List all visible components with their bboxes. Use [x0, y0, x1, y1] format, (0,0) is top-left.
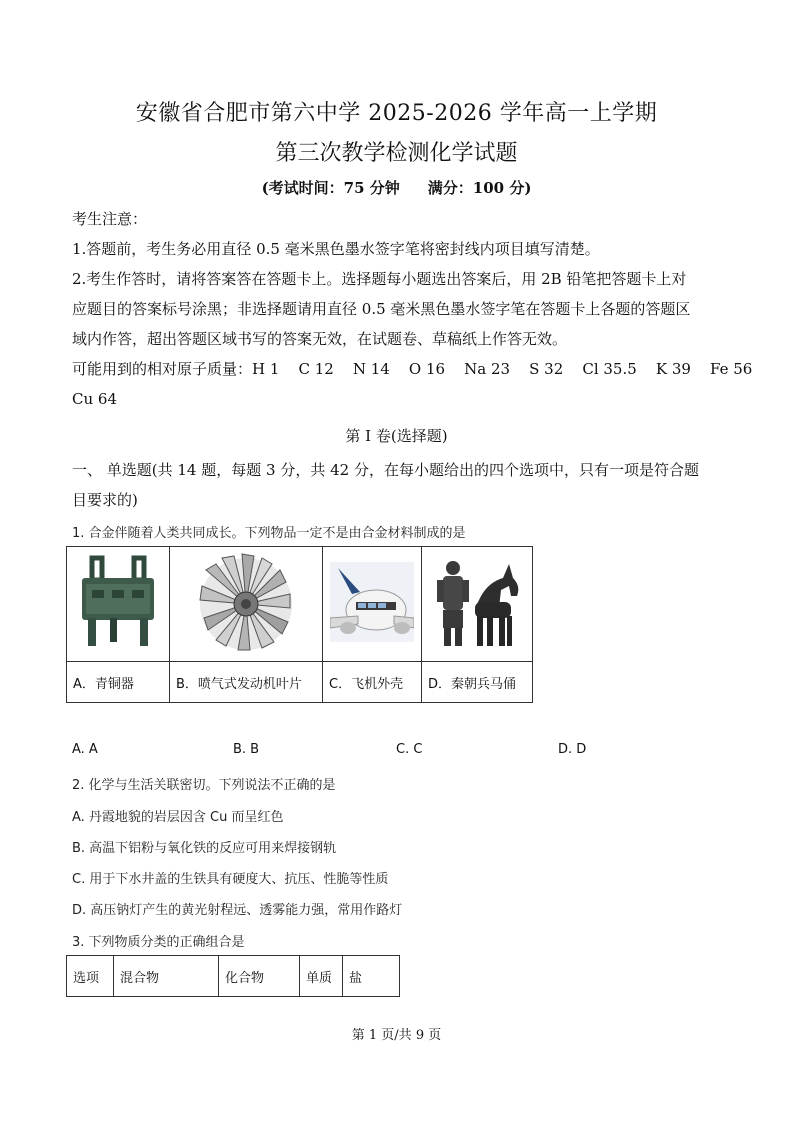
q2-option-c[interactable]: C. 用于下水井盖的生铁具有硬度大、抗压、性脆等性质 — [72, 872, 389, 887]
q2-option-d[interactable]: D. 高压钠灯产生的黄光射程远、透雾能力强，常用作路灯 — [72, 903, 403, 918]
q1-caption-a: A．青铜器 — [67, 662, 170, 703]
q1-image-cell-a — [67, 547, 170, 662]
turbine-blades-image — [196, 550, 296, 654]
notice-item-2-line3: 域内作答，超出答题区域书写的答案无效，在试题卷、草稿纸上作答无效。 — [72, 330, 568, 348]
q3-header-compound: 化合物 — [219, 956, 300, 997]
exam-title-line1: 安徽省合肥市第六中学 2025-2026 学年高一上学期 — [135, 101, 658, 126]
bronze-cauldron-image — [72, 554, 164, 650]
exam-title-line2: 第三次教学检测化学试题 — [275, 141, 518, 166]
atomic-mass-line1: 可能用到的相对原子质量：H 1 C 12 N 14 O 16 Na 23 S 32 Cl 35.5 K 39 Fe 56 — [72, 360, 753, 378]
q1-image-cell-d — [422, 547, 533, 662]
q2-option-a[interactable]: A. 丹霞地貌的岩层因含 Cu 而呈红色 — [72, 810, 284, 825]
page-footer: 第 1 页/共 9 页 — [351, 1028, 442, 1043]
q3-header-element: 单质 — [300, 956, 343, 997]
exam-time: (考试时间：75 分钟 — [261, 179, 400, 197]
q3-stem: 3. 下列物质分类的正确组合是 — [72, 935, 245, 950]
section-instruction — [72, 455, 724, 515]
q1-image-cell-c — [323, 547, 422, 662]
q3-table-header-row — [67, 956, 400, 997]
atomic-mass-line2: Cu 64 — [72, 390, 117, 408]
q1-caption-d: D．秦朝兵马俑 — [422, 662, 533, 703]
exam-info — [0, 177, 793, 198]
q1-caption-b: B．喷气式发动机叶片 — [170, 662, 323, 703]
notice-item-1: 1.答题前，考生务必用直径 0.5 毫米黑色墨水签字笔将密封线内项目填写清楚。 — [72, 240, 600, 258]
q1-caption-c: C．飞机外壳 — [323, 662, 422, 703]
section-instruction-line1: 一、 单选题(共 14 题，每题 3 分，共 42 分，在每小题给出的四个选项中，只有一项是符合题 — [72, 461, 699, 479]
q2-option-b[interactable]: B. 高温下铝粉与氧化铁的反应可用来焊接钢轨 — [72, 841, 337, 856]
q3-table — [66, 955, 400, 997]
terracotta-warrior-horse-image — [429, 556, 525, 648]
q2-stem: 2. 化学与生活关联密切。下列说法不正确的是 — [72, 778, 336, 793]
q1-option-c[interactable]: C. C — [396, 742, 423, 757]
notice-item-2-line2: 应题目的答案标号涂黑；非选择题请用直径 0.5 毫米黑色墨水签字笔在答题卡上各题的答题区 — [72, 300, 691, 318]
q3-header-mixture: 混合物 — [114, 956, 219, 997]
airplane-image — [330, 562, 414, 642]
q1-option-d[interactable]: D. D — [558, 742, 587, 757]
notice-heading: 考生注意： — [72, 210, 148, 228]
q3-header-salt: 盐 — [343, 956, 400, 997]
notice-item-2-line1: 2.考生作答时，请将答案答在答题卡上。选择题每小题选出答案后，用 2B 铅笔把答题卡上对 — [72, 270, 687, 288]
q1-stem: 1. 合金伴随着人类共同成长。下列物品一定不是由合金材料制成的是 — [72, 526, 466, 541]
notice-block — [72, 204, 753, 414]
q1-image-cell-b — [170, 547, 323, 662]
full-score: 满分：100 分) — [427, 179, 532, 197]
section-title: 第 I 卷(选择题) — [345, 427, 448, 445]
section-instruction-line2: 目要求的) — [72, 491, 138, 509]
q1-option-a[interactable]: A. A — [72, 742, 98, 757]
q1-image-table — [66, 546, 533, 703]
q3-header-option: 选项 — [67, 956, 114, 997]
q1-option-b[interactable]: B. B — [233, 742, 260, 757]
